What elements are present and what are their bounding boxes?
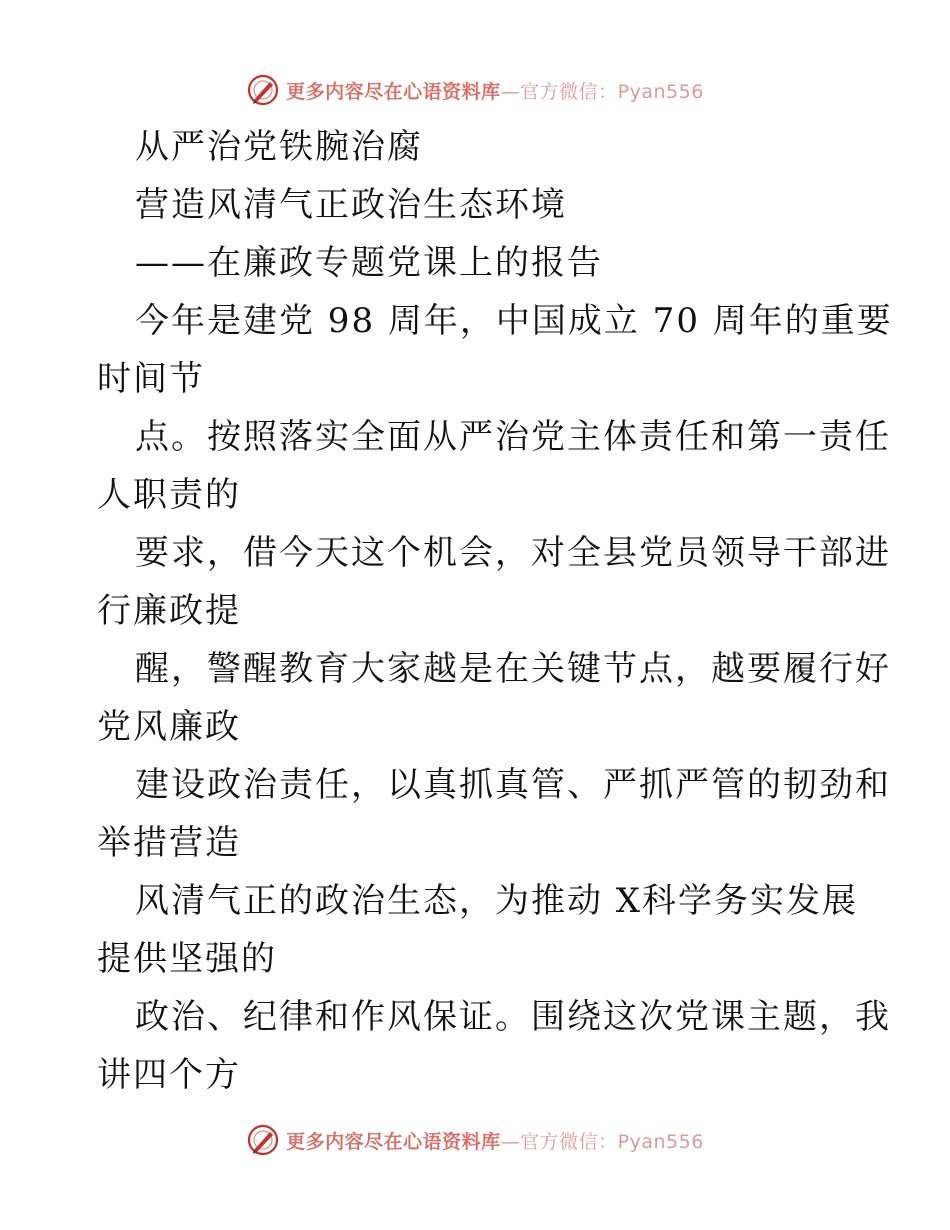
- paragraph-line: 提供坚强的: [97, 939, 277, 979]
- footer-banner: [0, 1120, 950, 1160]
- paragraph-line: 醒，警醒教育大家越是在关键节点，越要履行好: [135, 649, 891, 689]
- paragraph-line: 党风廉政: [97, 707, 241, 747]
- paragraph-line: 举措营造: [97, 823, 241, 863]
- pen-circle-logo-icon: [246, 73, 280, 107]
- paragraph-line: 今年是建党 98 周年，中国成立 70 周年的重要: [135, 301, 893, 341]
- document-title-line2: 营造风清气正政治生态环境: [135, 185, 567, 225]
- paragraph-line: 点。按照落实全面从严治党主体责任和第一责任: [135, 417, 891, 457]
- header-banner-text: [286, 77, 704, 104]
- paragraph-line: 政治、纪律和作风保证。围绕这次党课主题，我: [135, 997, 891, 1037]
- footer-banner-bold: 更多内容尽在心语资料库: [286, 1130, 501, 1153]
- paragraph-line: 讲四个方: [97, 1055, 241, 1095]
- paragraph-line: 人职责的: [97, 475, 241, 515]
- paragraph-line: 风清气正的政治生态，为推动 X科学务实发展: [135, 881, 859, 921]
- paragraph-line: 行廉政提: [97, 591, 241, 631]
- document-subtitle: ——在廉政专题党课上的报告: [135, 243, 603, 283]
- header-banner: [0, 70, 950, 110]
- paragraph-line: 要求，借今天这个机会，对全县党员领导干部进: [135, 533, 891, 573]
- pen-circle-logo-icon: [246, 1123, 280, 1157]
- footer-banner-rest: —官方微信：Pyan556: [500, 1130, 704, 1153]
- document-title-line1: 从严治党铁腕治腐: [135, 127, 423, 167]
- paragraph-line: 时间节: [97, 359, 205, 399]
- footer-banner-text: [286, 1127, 704, 1154]
- header-banner-bold: 更多内容尽在心语资料库: [286, 80, 501, 103]
- header-banner-rest: —官方微信：Pyan556: [500, 80, 704, 103]
- paragraph-line: 建设政治责任，以真抓真管、严抓严管的韧劲和: [135, 765, 891, 805]
